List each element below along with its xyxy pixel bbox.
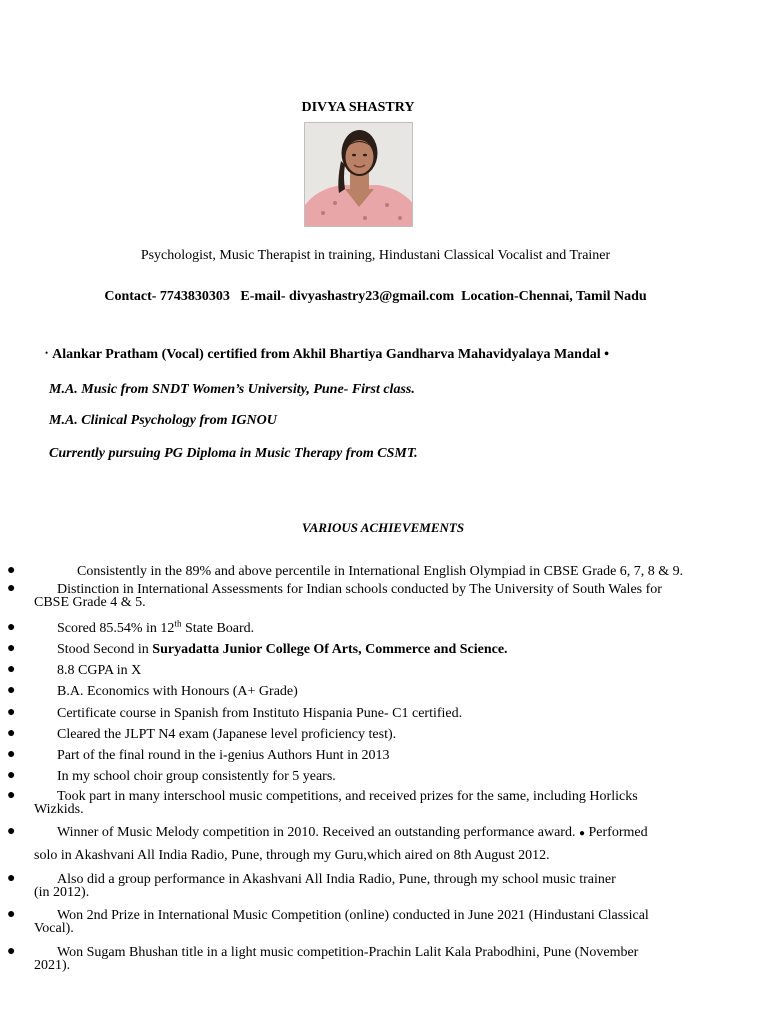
achievement-item xyxy=(34,770,734,783)
bullet-icon: ● xyxy=(7,662,16,677)
achievements-heading: VARIOUS ACHIEVEMENTS xyxy=(301,520,465,535)
bullet-icon: ● xyxy=(578,828,586,839)
resume-name: DIVYA SHASTRY xyxy=(301,100,415,115)
bullet-icon: ● xyxy=(7,726,16,741)
qualification-ma-psychology: M.A. Clinical Psychology from IGNOU xyxy=(49,413,277,428)
achievement-item xyxy=(34,873,734,886)
bullet-icon: • xyxy=(604,347,610,362)
achievement-item xyxy=(34,685,734,698)
profile-photo xyxy=(304,122,413,227)
achievement-item-continued: Wizkids. xyxy=(34,802,84,817)
achievement-item-continued: CBSE Grade 4 & 5. xyxy=(34,595,146,610)
achievement-item xyxy=(34,664,734,677)
achievement-item xyxy=(34,946,734,959)
achievement-item-continued: solo in Akashvani All India Radio, Pune, through my Guru,which aired on 8th August 2012. xyxy=(34,848,550,863)
bullet-icon: ● xyxy=(7,824,16,839)
bullet-icon: ● xyxy=(7,907,16,922)
bullet-icon: ● xyxy=(7,581,16,596)
qualification-pg-diploma: Currently pursuing PG Diploma in Music Therapy from CSMT. xyxy=(49,446,418,461)
college-name: Suryadatta Junior College Of Arts, Commerce and Science. xyxy=(152,642,508,657)
tagline: Psychologist, Music Therapist in training, Hindustani Classical Vocalist and Trainer xyxy=(140,248,611,263)
bullet-icon: ● xyxy=(7,641,16,656)
achievement-text: 8.8 CGPA in X xyxy=(57,663,142,678)
achievement-item xyxy=(34,790,734,803)
bullet-icon: ● xyxy=(7,768,16,783)
achievement-item-continued: (in 2012). xyxy=(34,885,90,900)
achievement-text: Won Sugam Bhushan title in a light music competition-Prachin Lalit Kala Prabodhini, Pune (November xyxy=(57,945,639,960)
achievement-text: Won 2nd Prize in International Music Competition (online) conducted in June 2021 (Hindustani Classical xyxy=(57,908,649,923)
achievement-item xyxy=(34,728,734,741)
bullet-icon: ● xyxy=(7,871,16,886)
bullet-icon: ● xyxy=(7,705,16,720)
achievement-text: Winner of Music Melody competition in 2010. Received an outstanding performance award. xyxy=(57,825,576,840)
qualification-alankar-text: Alankar Pratham (Vocal) certified from Akhil Bhartiya Gandharva Mahavidyalaya Mandal xyxy=(52,347,601,362)
achievement-item xyxy=(34,826,734,840)
achievement-text: Stood Second in xyxy=(57,642,153,657)
achievement-text: In my school choir group consistently for 5 years. xyxy=(57,769,336,784)
achievement-text: Part of the final round in the i-genius Authors Hunt in 2013 xyxy=(57,748,390,763)
qualification-ma-music: M.A. Music from SNDT Women’s University, Pune- First class. xyxy=(49,382,415,397)
achievement-item xyxy=(34,707,734,720)
achievement-item xyxy=(34,909,734,922)
achievement-text: Performed xyxy=(588,825,648,840)
achievement-text: Cleared the JLPT N4 exam (Japanese level proficiency test). xyxy=(57,727,397,742)
bullet-icon: ● xyxy=(7,563,16,578)
achievement-text: Also did a group performance in Akashvani All India Radio, Pune, through my school music trainer xyxy=(57,872,616,887)
achievement-text: B.A. Economics with Honours (A+ Grade) xyxy=(57,684,298,699)
bullet-icon: ● xyxy=(7,683,16,698)
superscript: th xyxy=(174,618,182,629)
achievement-text: Took part in many interschool music competitions, and received prizes for the same, including Horlicks xyxy=(57,789,638,804)
achievement-item xyxy=(34,618,734,636)
bullet-icon: ● xyxy=(7,747,16,762)
achievement-item xyxy=(34,565,734,578)
achievement-text: Certificate course in Spanish from Instituto Hispania Pune- C1 certified. xyxy=(57,706,463,721)
achievement-item xyxy=(34,749,734,762)
contact-line: Contact- 7743830303 E-mail- divyashastry23@gmail.com Location-Chennai, Tamil Nadu xyxy=(104,289,647,304)
achievement-item-continued: 2021). xyxy=(34,958,71,973)
achievement-text: Scored 85.54% in 12 xyxy=(57,621,175,636)
achievement-item-continued: Vocal). xyxy=(34,921,74,936)
qualification-alankar: • Alankar Pratham (Vocal) certified from Akhil Bhartiya Gandharva Mahavidyalaya Mandal • xyxy=(45,347,610,362)
bullet-icon: ● xyxy=(7,944,16,959)
bullet-icon: ● xyxy=(7,620,16,635)
achievement-text: Consistently in the 89% and above percentile in International English Olympiad in CBSE Grade 6, 7, 8 & 9. xyxy=(77,564,684,579)
achievement-text: State Board. xyxy=(181,621,255,636)
achievement-text: Distinction in International Assessments for Indian schools conducted by The University of South Wales for xyxy=(57,582,662,597)
bullet-icon: ● xyxy=(7,788,16,803)
achievement-item xyxy=(34,643,734,656)
